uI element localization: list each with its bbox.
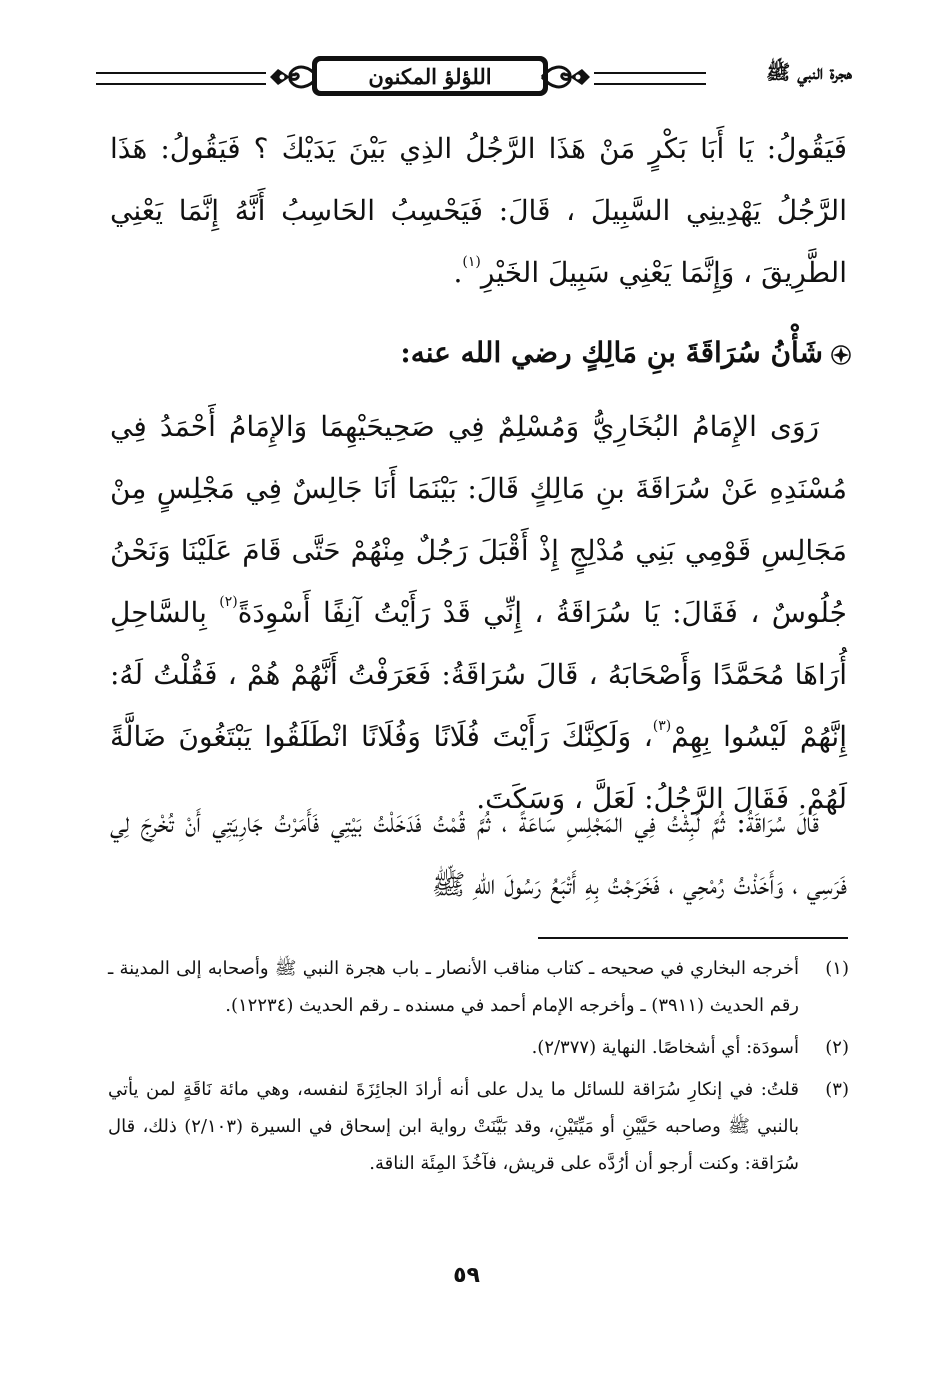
footnote-text: أخرجه البخاري في صحيحه ـ كتاب مناقب الأنصار ـ باب هجرة النبي ﷺ وأصحابه إلى المدينة ـ رقم الحديث (٣٩١١) ـ وأخرجه الإمام أحمد في مسنده ـ رقم الحديث (١٢٢٣٤). xyxy=(108,958,799,1016)
footnote-text: قلتُ: في إنكارِ سُرَاقة للسائل ما يدل على أنه أرادَ الجائِزَةَ لنفسه، وهي مائة نَاقَةٍ لمن يأتي بالنبي ﷺ وصاحبه حَيَّيْنِ أو مَيِّتَيْنِ، وقد بَيَّنَتْ رواية ابن إسحاق في السيرة (٢/١٠٣) ذلك، قال سُرَاقة: وكنت أرجو أن أرُدَّه على قريش، فآخُذَ المِئَة الناقة. xyxy=(108,1079,799,1174)
paragraph-1-end: . xyxy=(453,256,463,289)
footnote-1 xyxy=(108,950,849,1024)
flower-bullet-icon xyxy=(831,345,851,365)
running-book-title: هجرة النبي ﷺ xyxy=(766,60,852,84)
footnote-number: (١) xyxy=(825,958,849,979)
footnotes xyxy=(108,950,849,1187)
section-heading-text: شَأْنُ سُرَاقَةَ بنِ مَالِكٍ رضي الله عنه: xyxy=(400,336,823,369)
paragraph-3-text: قَالَ سُرَاقَةُ: ثُمَّ لَبِثْتُ فِي المَجْلِسِ سَاعَةً ، ثُمَّ قُمْتُ فَدَخَلْتُ بَيْتِي فَأَمَرْتُ جَارِيَتِي أَنْ تُخْرِجَ لِي فَرَسِي ، وَأَخَذْتُ رُمْحِي ، فَخَرَجْتُ بِهِ أَتْبَعُ رَسُولَ اللهِ ﷺ xyxy=(110,806,847,901)
paragraph-2 xyxy=(110,396,847,830)
footnote-number: (٣) xyxy=(825,1079,849,1100)
page-header xyxy=(96,52,852,102)
footnote-text: أسودَة: أي أشخاصًا. النهاية (٢/٣٧٧). xyxy=(531,1037,799,1058)
footnote-number: (٢) xyxy=(825,1037,849,1058)
section-heading xyxy=(110,322,851,384)
paragraph-2-part-a: رَوَى الإِمَامُ البُخَارِيُّ وَمُسْلِمٌ فِي صَحِيحَيْهِمَا وَالإِمَامُ أَحْمَدُ فِي مُسْنَدِهِ عَنْ سُرَاقَةَ بنِ مَالِكٍ قَالَ: بَيْنَمَا أَنَا جَالِسٌ فِي مَجْلِسٍ مِنْ مَجَالِسِ قَوْمِي بَنِي مُدْلِجٍ إِذْ أَقْبَلَ رَجُلٌ مِنْهُمْ حَتَّى قَامَ عَلَيْنَا وَنَحْنُ جُلُوسٌ ، فَقَالَ: يَا سُرَاقَةُ ، إِنِّي قَدْ رَأَيْتُ آنِفًا أَسْوِدَةً xyxy=(110,410,847,629)
footnote-ref-3[interactable]: (٣) xyxy=(652,717,672,734)
chapter-title-box xyxy=(312,56,548,96)
running-chapter-title: اللؤلؤ المكنون xyxy=(368,63,492,89)
paragraph-3 xyxy=(110,792,847,916)
chapter-title-frame xyxy=(268,52,592,102)
paragraph-1-text: فَيَقُولُ: يَا أَبَا بَكْرٍ مَنْ هَذَا الرَّجُلُ الذِي بَيْنَ يَدَيْكَ ؟ فَيَقُولُ: هَذَا الرَّجُلُ يَهْدِينِي السَّبِيلَ ، قَالَ: فَيَحْسِبُ الحَاسِبُ أَنَّهُ إِنَّمَا يَعْنِي الطَّرِيقَ ، وَإِنَّمَا يَعْنِي سَبِيلَ الخَيْرِ xyxy=(110,132,847,289)
header-rule-left xyxy=(96,72,266,85)
paragraph-1 xyxy=(110,118,847,304)
paragraph-2-part-b: بِالسَّاحِلِ أُرَاهَا مُحَمَّدًا وَأَصْحَابَهُ ، قَالَ سُرَاقَةُ: فَعَرَفْتُ أَنَّهُمْ هُمْ ، فَقُلْتُ لَهُ: إِنَّهُمْ لَيْسُوا بِهِمْ xyxy=(110,596,848,753)
footnote-ref-1[interactable]: (١) xyxy=(462,253,481,270)
paragraph-2-part-c: ، وَلَكِنَّكَ رَأَيْتَ فُلَانًا وَفُلَانًا انْطَلَقُوا يَبْتَغُونَ ضَالَّةً لَهُمْ. فَقَالَ الرَّجُلُ: لَعَلَّ ، وَسَكَتَ. xyxy=(110,720,847,815)
footnote-3 xyxy=(108,1071,849,1182)
page-number: ٥٩ xyxy=(453,1263,480,1288)
footnote-2 xyxy=(108,1029,849,1066)
ornament-right-icon xyxy=(540,61,592,93)
footnote-ref-2[interactable]: (٢) xyxy=(219,593,238,610)
footnote-separator xyxy=(538,937,848,939)
header-rule-right xyxy=(594,72,706,85)
